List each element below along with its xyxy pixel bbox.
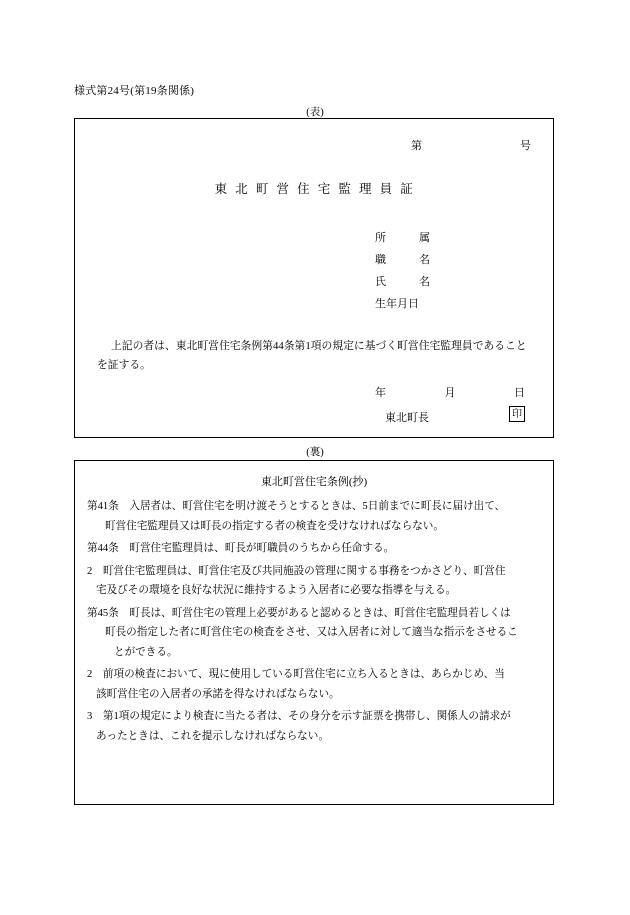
article-44-para-2-line-2: 宅及びその環境を良好な状況に維持するよう入居者に必要な指導を与える。 — [96, 585, 457, 596]
holder-fields — [375, 227, 430, 315]
statement-line-2: を証する。 — [97, 359, 151, 371]
number-suffix: 号 — [520, 140, 531, 152]
field-position: 職 名 — [375, 254, 430, 266]
date-month-label: 月 — [444, 387, 456, 399]
article-45-line-2: 町長の指定した者に町営住宅の検査をさせ、又は入居者に対して適当な指示をさせるこ — [105, 627, 518, 638]
date-year-label: 年 — [375, 387, 386, 399]
certificate-number-row — [411, 137, 531, 153]
back-card — [74, 460, 554, 805]
article-45-para-2-line-1: 2 前項の検査において、現に使用している町営住宅に立ち入るときは、あらかじめ、当 — [87, 669, 505, 680]
certification-statement — [97, 337, 537, 375]
article-44-para-2-line-1: 2 町営住宅監理員は、町営住宅及び共同施設の管理に関する事務をつかさどり、町営住 — [87, 565, 506, 577]
field-affiliation: 所 属 — [375, 232, 430, 244]
form-number: 様式第24号(第19条関係) — [74, 85, 195, 97]
article-45-para-3 — [87, 707, 541, 746]
front-section-label: (表) — [306, 107, 324, 118]
article-45-line-1: 第45条 町長は、町営住宅の管理上必要があると認めるときは、町営住宅監理員若しくは — [87, 607, 511, 619]
article-44 — [87, 539, 541, 559]
article-41 — [87, 497, 541, 536]
field-birthdate: 生年月日 — [375, 298, 419, 310]
article-45 — [87, 604, 541, 663]
number-prefix: 第 — [411, 140, 422, 152]
article-45-para-2-line-2: 該町営住宅の入居者の承諾を得なければならない。 — [96, 688, 340, 700]
issuer-name: 東北町長 — [385, 412, 429, 424]
date-day-label: 日 — [514, 387, 525, 399]
article-45-para-3-line-2: あったときは、これを提示しなければならない。 — [96, 730, 329, 742]
seal-stamp: 印 — [509, 406, 525, 422]
article-45-para-2 — [87, 665, 541, 704]
ordinance-title: 東北町営住宅条例(抄) — [260, 476, 368, 488]
certificate-title: 東 北 町 営 住 宅 監 理 員 証 — [214, 182, 416, 196]
front-card — [74, 118, 554, 438]
article-44-line-1: 第44条 町営住宅監理員は、町長が町職員のうちから任命する。 — [87, 543, 395, 554]
article-44-para-2 — [87, 562, 541, 601]
article-45-line-3: とができる。 — [114, 646, 178, 658]
article-45-para-3-line-1: 3 第1項の規定により検査に当たる者は、その身分を示す証票を携帯し、関係人の請求が — [87, 711, 511, 722]
statement-line-1: 上記の者は、東北町営住宅条例第44条第1項の規定に基づく町営住宅監理員であること — [111, 340, 527, 352]
back-section-label: (裏) — [306, 447, 324, 458]
issue-date-row — [375, 384, 525, 400]
article-41-line-1: 第41条 入居者は、町営住宅を明け渡そうとするときは、5日前までに町長に届け出て、 — [87, 501, 506, 512]
article-41-line-2: 町営住宅監理員又は町長の指定する者の検査を受けなければならない。 — [105, 520, 444, 532]
field-name: 氏 名 — [375, 276, 430, 288]
